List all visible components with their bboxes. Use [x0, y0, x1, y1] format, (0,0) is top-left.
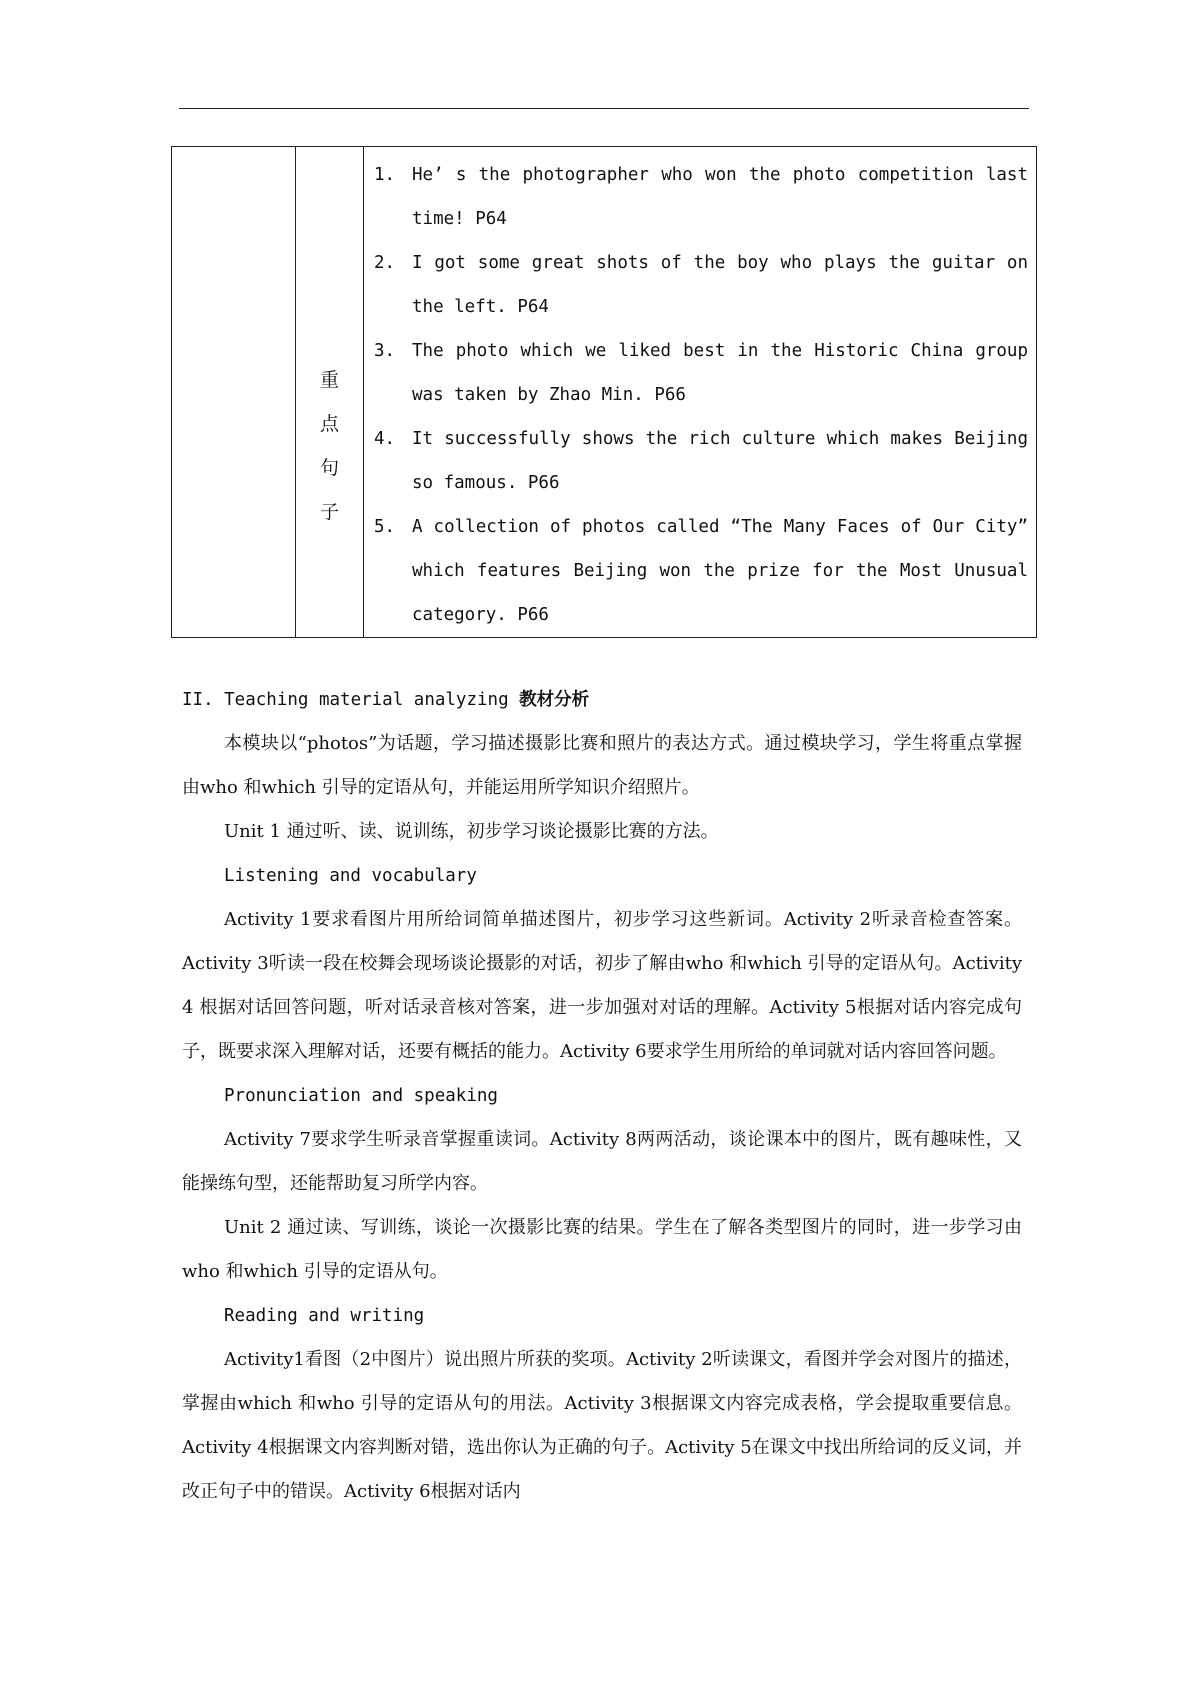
list-item	[374, 241, 1028, 329]
list-item	[374, 329, 1028, 417]
paragraph: Activity1看图（2中图片）说出照片所获的奖项。Activity 2听读课文，看图并学会对图片的描述，掌握由which 和who 引导的定语从句的用法。Activity 3根据课文内容完成表格，学会提取重要信息。Activity 4根据课文内容判断对错，选出你认为正确的句子。Activity 5在课文中找出所给词的反义词，并改正句子中的错误。Activity 6根据对话内	[182, 1349, 1022, 1502]
subheading: Pronunciation and speaking	[224, 1086, 498, 1106]
paragraph: Unit 1 通过听、读、说训练，初步学习谈论摄影比赛的方法。	[224, 821, 719, 842]
empty-cell	[172, 147, 296, 638]
key-sentences-table	[171, 146, 1037, 638]
paragraph: Activity 7要求学生听录音掌握重读词。Activity 8两两活动，谈论课本中的图片，既有趣味性，又能操练句型，还能帮助复习所学内容。	[182, 1129, 1022, 1194]
subheading: Listening and vocabulary	[224, 866, 477, 886]
sentence-list	[364, 147, 1036, 637]
table-row	[172, 147, 1037, 638]
section-heading-en: II. Teaching material analyzing	[182, 690, 520, 710]
label-char: 重	[319, 369, 339, 391]
item-text: It successfully shows the rich culture which makes Beijing so famous. P66	[412, 429, 1028, 493]
label-char: 句	[319, 457, 339, 479]
item-number: 3.	[374, 341, 396, 361]
key-sentences-label	[296, 250, 363, 534]
item-number: 5.	[374, 517, 396, 537]
item-text: The photo which we liked best in the Historic China group was taken by Zhao Min. P66	[412, 341, 1028, 405]
paragraph: Activity 1要求看图片用所给词简单描述图片，初步学习这些新词。Activity 2听录音检查答案。Activity 3听读一段在校舞会现场谈论摄影的对话，初步了解由who 和which 引导的定语从句。Activity 4 根据对话回答问题，听对话录音核对答案，进一步加强对对话的理解。Activity 5根据对话内容完成句子，既要求深入理解对话，还要有概括的能力。Activity 6要求学生用所给的单词就对话内容回答问题。	[182, 909, 1022, 1062]
label-char: 点	[319, 413, 339, 435]
sentences-cell	[364, 147, 1037, 638]
item-number: 2.	[374, 253, 396, 273]
label-char: 子	[319, 501, 339, 523]
subheading: Reading and writing	[224, 1306, 425, 1326]
item-text: I got some great shots of the boy who plays the guitar on the left. P64	[412, 253, 1028, 317]
list-item	[374, 417, 1028, 505]
analysis-body	[182, 722, 1022, 1514]
item-number: 4.	[374, 429, 396, 449]
item-text: He’ s the photographer who won the photo competition last time! P64	[412, 165, 1028, 229]
paragraph: 本模块以“photos”为话题，学习描述摄影比赛和照片的表达方式。通过模块学习，学生将重点掌握由who 和which 引导的定语从句，并能运用所学知识介绍照片。	[182, 733, 1022, 798]
label-cell	[296, 147, 364, 638]
header-rule	[179, 108, 1029, 109]
list-item	[374, 505, 1028, 637]
item-text: A collection of photos called “The Many Faces of Our City” which features Beijing won the prize for the Most Unusual category. P66	[412, 517, 1028, 625]
list-item	[374, 153, 1028, 241]
item-number: 1.	[374, 165, 396, 185]
section-heading	[182, 678, 1022, 722]
paragraph: Unit 2 通过读、写训练，谈论一次摄影比赛的结果。学生在了解各类型图片的同时，进一步学习由who 和which 引导的定语从句。	[182, 1217, 1022, 1282]
section-heading-zh: 教材分析	[519, 690, 590, 710]
